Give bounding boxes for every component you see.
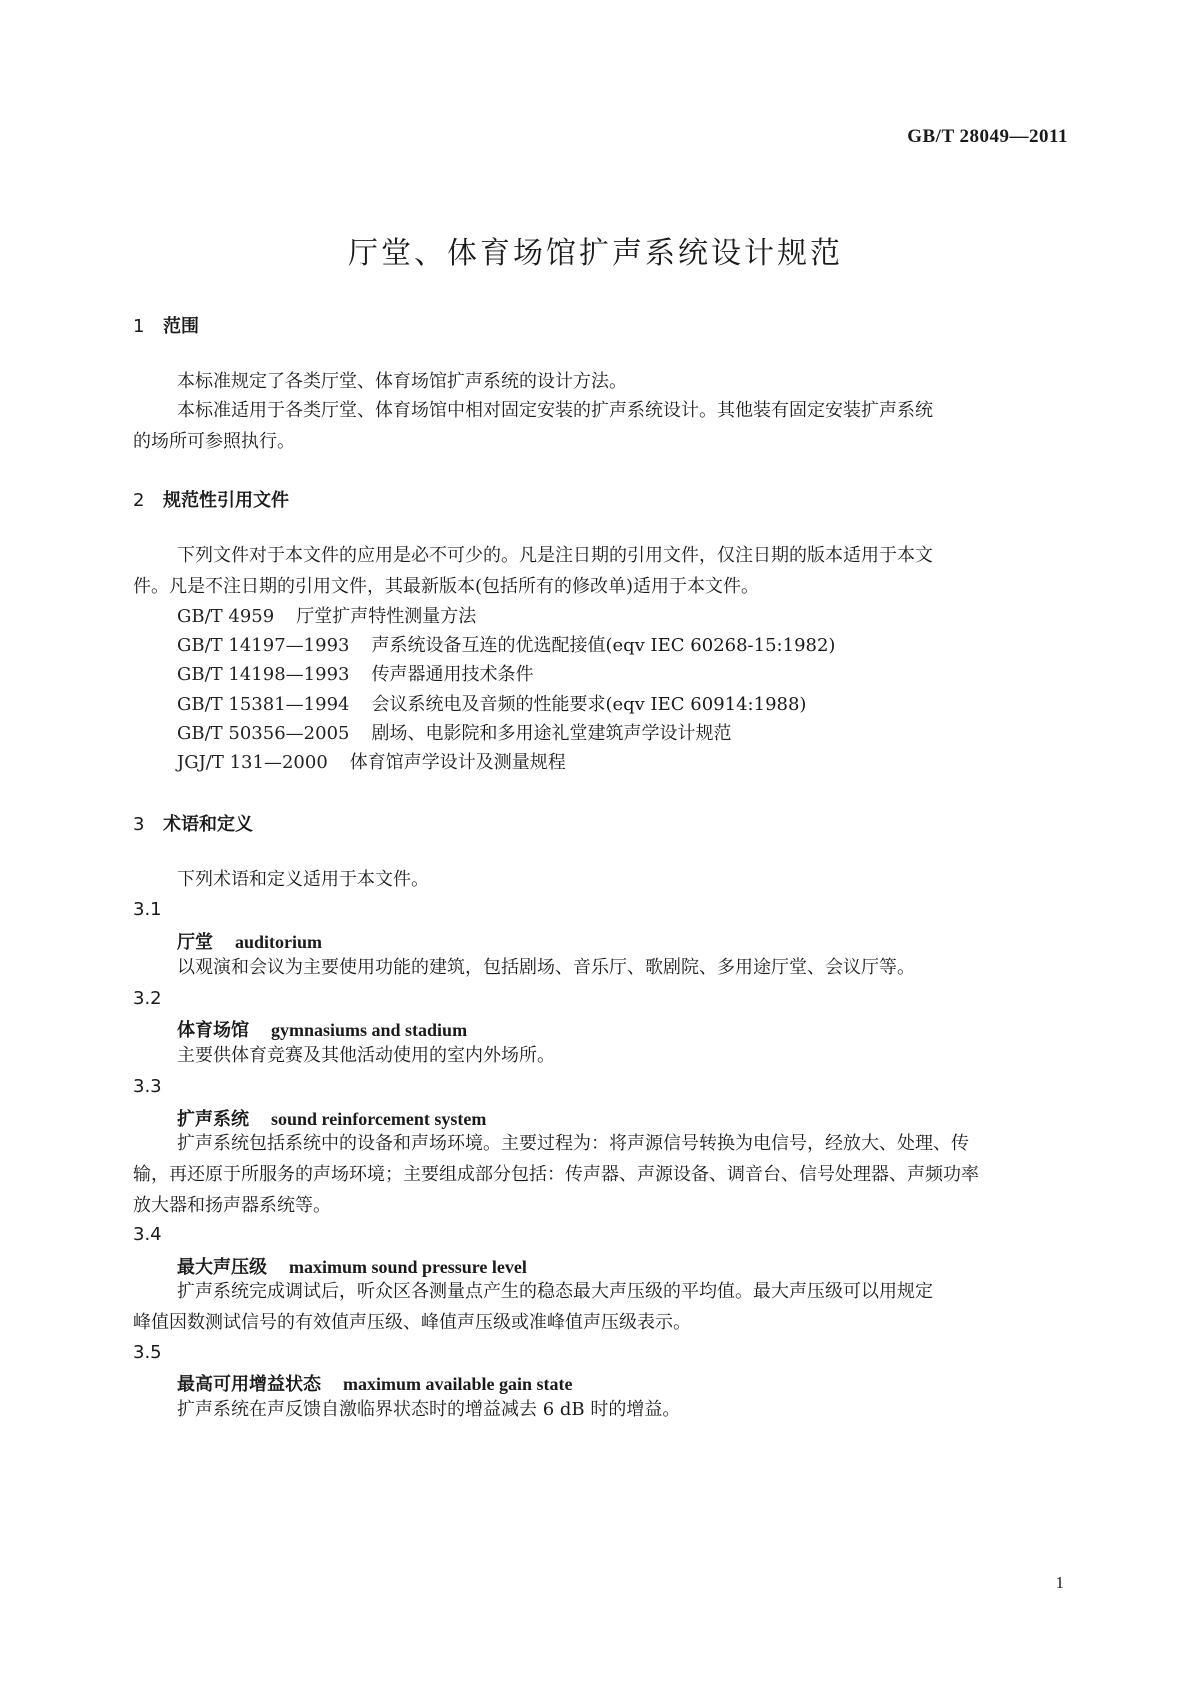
section-heading [133,486,289,512]
definition-line: 扩声系统包括系统中的设备和声场环境。主要过程为：将声源信号转换为电信号，经放大、处理、传 [177,1133,969,1154]
section-heading [133,810,253,836]
reference-code: GB/T 50356—2005 [177,723,350,744]
document-title: 厅堂、体育场馆扩声系统设计规范 [348,236,843,271]
term-en: auditorium [235,932,323,952]
term-number: 3.4 [133,1224,162,1245]
paragraph-line: 本标准适用于各类厅堂、体育场馆中相对固定安装的扩声系统设计。其他装有固定安装扩声系统 [177,400,933,421]
definition-line: 以观演和会议为主要使用功能的建筑，包括剧场、音乐厅、歌剧院、多用途厅堂、会议厅等。 [177,957,915,978]
reference-item [177,660,533,686]
term-definition [133,1128,1058,1221]
reference-title: 传声器通用技术条件 [371,664,534,685]
section-number: 1 [133,316,145,337]
definition-line: 主要供体育竞赛及其他活动使用的室内外场所。 [177,1045,555,1066]
reference-title: 会议系统电及音频的性能要求(eqv IEC 60914:1988) [371,694,807,715]
reference-title: 剧场、电影院和多用途礼堂建筑声学设计规范 [371,723,732,744]
term-en: sound reinforcement system [271,1109,487,1129]
definition-line: 扩声系统完成调试后，听众区各测量点产生的稳态最大声压级的平均值。最大声压级可以用规定 [177,1281,933,1302]
term-definition [133,1276,1058,1338]
term-en: gymnasiums and stadium [271,1020,468,1040]
term-zh: 扩声系统 [177,1109,249,1130]
term-number: 3.5 [133,1342,162,1363]
paragraph-line: 的场所可参照执行。 [133,431,295,452]
term-definition [133,1394,1058,1425]
reference-code: GB/T 4959 [177,606,275,627]
term-definition [133,1040,1058,1071]
term-heading [177,1370,573,1396]
reference-item [177,631,835,657]
term-definition [133,952,1058,983]
definition-line: 扩声系统在声反馈自激临界状态时的增益减去 6 dB 时的增益。 [177,1399,681,1420]
term-zh: 体育场馆 [177,1020,249,1041]
paragraph-line: 下列术语和定义适用于本文件。 [177,869,429,890]
page-number: 1 [1055,1573,1064,1592]
term-number: 3.2 [133,988,162,1009]
definition-line: 放大器和扬声器系统等。 [133,1195,331,1216]
reference-code: GB/T 14198—1993 [177,664,350,685]
term-number: 3.3 [133,1076,162,1097]
paragraph [133,395,1058,457]
section-title: 术语和定义 [163,814,253,835]
section-number: 3 [133,814,145,835]
term-zh: 最高可用增益状态 [177,1374,321,1395]
reference-code: JGJ/T 131—2000 [177,752,328,773]
reference-title: 厅堂扩声特性测量方法 [296,606,477,627]
reference-item [177,602,476,628]
section-number: 2 [133,490,145,511]
reference-item [177,690,806,716]
term-number: 3.1 [133,899,162,920]
paragraph-line: 下列文件对于本文件的应用是必不可少的。凡是注日期的引用文件，仅注日期的版本适用于本文 [177,545,933,566]
paragraph-line: 件。凡是不注日期的引用文件，其最新版本(包括所有的修改单)适用于本文件。 [133,576,760,597]
paragraph [133,540,1058,602]
reference-code: GB/T 15381—1994 [177,694,350,715]
reference-item [177,719,731,745]
section-heading [133,312,199,338]
section-title: 范围 [163,316,199,337]
term-zh: 厅堂 [177,932,213,953]
paragraph [133,864,1058,895]
reference-title: 体育馆声学设计及测量规程 [349,752,566,773]
paragraph [133,366,1058,397]
term-heading [177,928,322,954]
reference-code: GB/T 14197—1993 [177,635,350,656]
term-en: maximum available gain state [343,1374,573,1394]
standard-code: GB/T 28049—2011 [907,126,1068,147]
reference-title: 声系统设备互连的优选配接值(eqv IEC 60268-15:1982) [371,635,836,656]
paragraph-line: 本标准规定了各类厅堂、体育场馆扩声系统的设计方法。 [177,371,627,392]
term-en: maximum sound pressure level [289,1257,527,1277]
definition-line: 输，再还原于所服务的声场环境；主要组成部分包括：传声器、声源设备、调音台、信号处理器、声频功率 [133,1164,979,1185]
definition-line: 峰值因数测试信号的有效值声压级、峰值声压级或准峰值声压级表示。 [133,1312,691,1333]
term-zh: 最大声压级 [177,1257,267,1278]
reference-item [177,748,566,774]
term-heading [177,1016,467,1042]
section-title: 规范性引用文件 [163,490,289,511]
